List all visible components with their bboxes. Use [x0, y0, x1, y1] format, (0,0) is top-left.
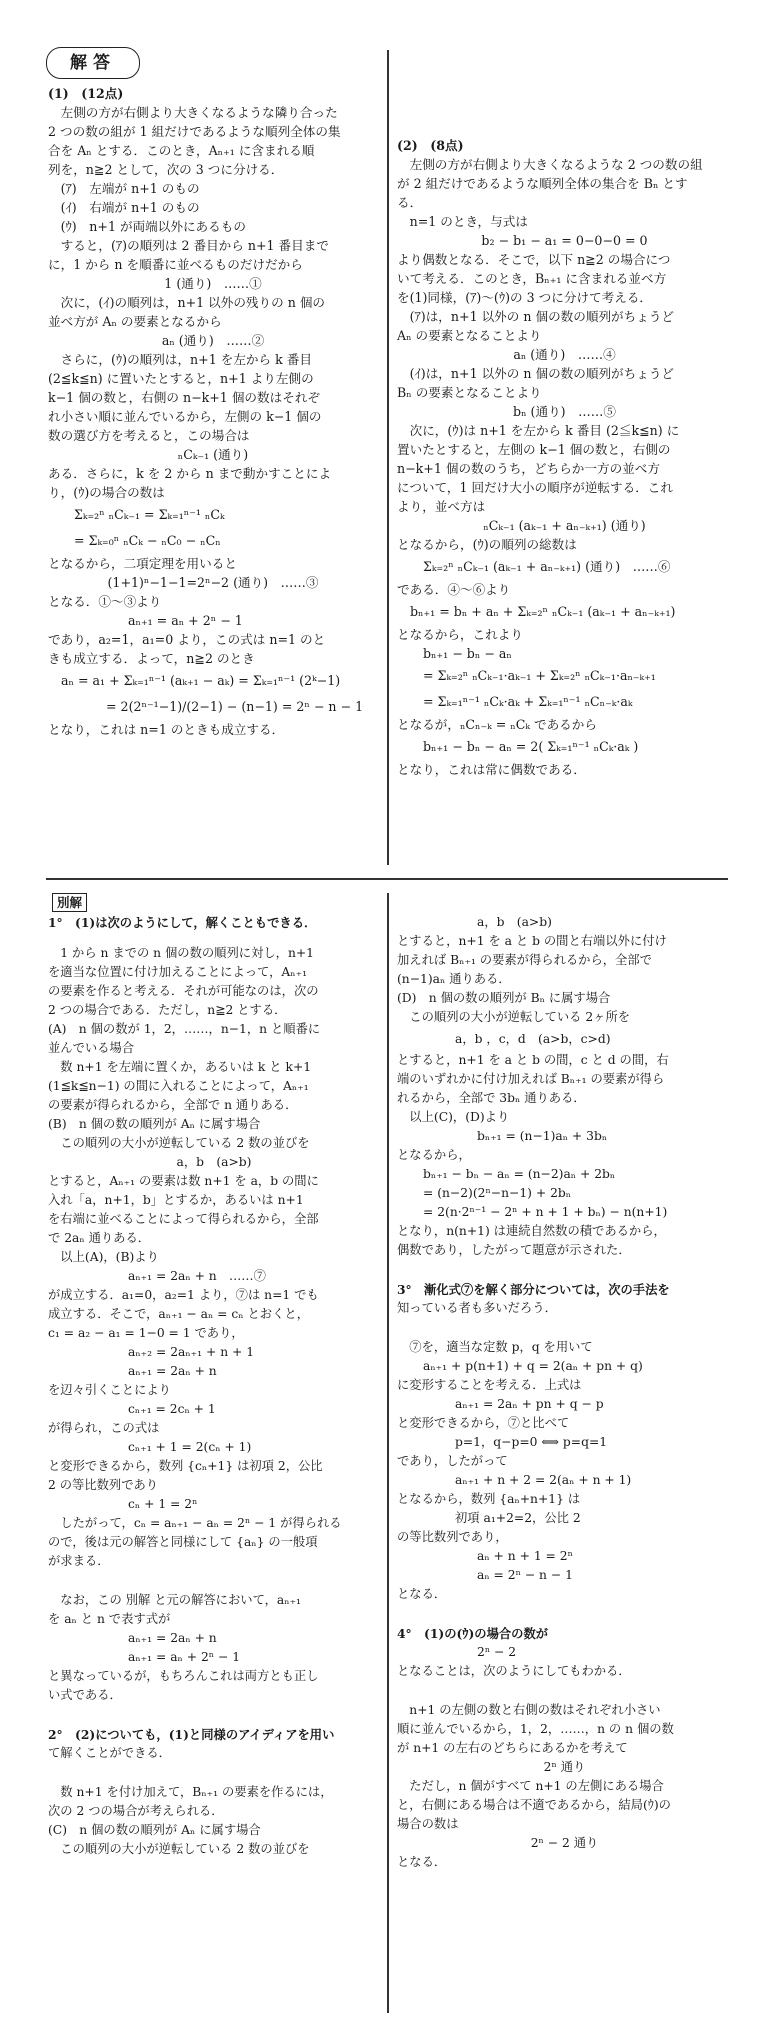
text-line: い式である． [48, 1688, 122, 1702]
text-line: (ｱ)は，n+1 以外の n 個の数の順列がちょうど [397, 309, 675, 324]
text-line: 入れ「a，n+1，b」とするか，あるいは n+1 [48, 1193, 304, 1207]
text-line: の要素が得られるから，全部で n 通りある． [48, 1098, 298, 1112]
formula-line: aₙ₊₁ = aₙ + 2ⁿ − 1 [128, 613, 243, 628]
text-line: 成立する．そこで，aₙ₊₁ − aₙ = cₙ とおくと， [48, 1307, 309, 1321]
text-line: 場合の数は [397, 1817, 459, 1831]
text-line: ⑦を，適当な定数 p，q を用いて [397, 1340, 593, 1354]
text-line: きも成立する．よって，n≧2 のとき [48, 651, 255, 666]
formula-line: aₙ₊₁ = aₙ + 2ⁿ − 1 [128, 1650, 241, 1664]
text-line: 偶数であり，したがって題意が示された． [397, 1243, 631, 1257]
spacer [48, 1705, 380, 1725]
spacer [397, 1604, 732, 1624]
text-line: て解くことができる． [48, 1746, 171, 1760]
text-line: (ｲ) 右端が n+1 のもの [48, 200, 200, 215]
text-line: となることは，次のようにしてもわかる． [397, 1664, 631, 1678]
text-line: に変形することを考える．上式は [397, 1378, 582, 1392]
formula-line: 2ⁿ 通り [543, 1760, 586, 1774]
text-line: であり，a₂=1，a₁=0 より，この式は n=1 のと [48, 632, 326, 647]
formula-line: bₙ₊₁ = (n−1)aₙ + 3bₙ [477, 1129, 608, 1143]
text-line: k−1 個の数と，右側の n−k+1 個の数はそれぞ [48, 390, 320, 405]
text-line: (ｳ) n+1 が両端以外にあるもの [48, 219, 246, 234]
text-line: ので，後は元の解答と同様にして {aₙ} の一般項 [48, 1535, 318, 1549]
text-line: が n+1 の左右のどちらにあるかを考えて [397, 1741, 628, 1755]
section-2-heading: 2° (2)についても，(1)と同様のアイディアを用い [48, 1727, 335, 1742]
text-line: に，1 から n を順番に並べるものだけだから [48, 257, 303, 272]
text-line: と，右側にある場合は不適であるから，結局(ｳ)の [397, 1798, 671, 1812]
text-line: 次に，(ｲ)の順列は，n+1 以外の残りの n 個の [48, 295, 326, 310]
formula-line: (1+1)ⁿ−1−1=2ⁿ−2 (通り) ……③ [107, 575, 319, 590]
formula-line: = 2(2ⁿ⁻¹−1)/(2−1) − (n−1) = 2ⁿ − n − 1 [106, 699, 364, 714]
text-line: したがって，cₙ = aₙ₊₁ − aₙ = 2ⁿ − 1 が得られる [48, 1516, 342, 1530]
text-line: となる． [397, 1855, 447, 1869]
formula-line: aₙ₊₁ + n + 2 = 2(aₙ + n + 1) [455, 1473, 632, 1487]
bottom-left-column [48, 913, 380, 1859]
text-line: 置いたとすると，左側の k−1 個の数と，右側の [397, 442, 671, 457]
text-line: と変形できるから，数列 {cₙ+1} は初項 2，公比 [48, 1459, 323, 1473]
formula-line: cₙ₊₁ + 1 = 2(cₙ + 1) [128, 1440, 252, 1454]
text-line: 加えれば Bₙ₊₁ の要素が得られるから，全部で [397, 953, 652, 967]
formula-line: 2ⁿ − 2 [477, 1645, 517, 1659]
text-line: 並べ方が Aₙ の要素となるから [48, 314, 222, 329]
formula-line: aₙ + n + 1 = 2ⁿ [477, 1549, 573, 1563]
text-line: が得られ，この式は [48, 1421, 160, 1435]
formula-line: a，b (a>b) [176, 1155, 252, 1169]
text-line: となるから， [397, 1148, 471, 1162]
text-line: とすると，Aₙ₊₁ の要素は数 n+1 を a，b の間に [48, 1174, 319, 1188]
text-line: (1≦k≦n−1) の間に入れることによって，Aₙ₊₁ [48, 1079, 309, 1093]
text-line: ただし，n 個がすべて n+1 の左側にある場合 [397, 1779, 664, 1793]
formula-line: 1 (通り) ……① [164, 276, 262, 291]
text-line: とすると，n+1 を a と b の間，c と d の間，右 [397, 1053, 669, 1067]
text-line: 知っている者も多いだろう． [397, 1301, 557, 1315]
formula-line: bₙ (通り) ……⑤ [513, 404, 616, 419]
formula-line: bₙ₊₁ − bₙ − aₙ = 2( Σₖ₌₁ⁿ⁻¹ ₙCₖ·aₖ ) [423, 739, 639, 754]
text-line: 2 つの場合である．ただし，n≧2 とする． [48, 1003, 287, 1017]
text-line: が 2 組だけであるような順列全体の集合を Bₙ とす [397, 176, 688, 191]
text-line: 次の 2 つの場合が考えられる． [48, 1804, 224, 1818]
text-line: を適当な位置に付け加えることによって，Aₙ₊₁ [48, 965, 308, 979]
top-right-column [397, 136, 732, 779]
text-line: となるから，(ｳ)の順列の総数は [397, 537, 577, 552]
text-line: れ小さい順に並んでいるから，左側の k−1 個の [48, 409, 322, 424]
text-line: 以上(C)，(D)より [397, 1110, 510, 1124]
text-line: この順列の大小が逆転している 2 数の並びを [48, 1136, 310, 1150]
formula-line: aₙ₊₂ = 2aₙ₊₁ + n + 1 [128, 1345, 255, 1359]
formula-line: aₙ₊₁ = 2aₙ + n [128, 1364, 217, 1378]
alt-solution-label: 別解 [52, 893, 87, 912]
bottom-column-divider [387, 893, 389, 2013]
formula-line: cₙ + 1 = 2ⁿ [128, 1497, 198, 1511]
text-line: を(1)同様，(ｱ)〜(ｳ)の 3 つに分けて考える． [397, 290, 653, 305]
text-line: を右端に並べることによって得られるから，全部 [48, 1212, 319, 1226]
text-line: となるが，ₙCₙ₋ₖ = ₙCₖ であるから [397, 717, 597, 732]
formula-line: cₙ₊₁ = 2cₙ + 1 [128, 1402, 216, 1416]
spacer [48, 1763, 380, 1783]
formula-line: = (n−2)(2ⁿ−n−1) + 2bₙ [423, 1186, 572, 1200]
text-line: 数 n+1 を付け加えて，Bₙ₊₁ の要素を作るには， [48, 1785, 333, 1799]
text-line: 端のいずれかに付け加えれば Bₙ₊₁ の要素が得ら [397, 1072, 665, 1086]
text-line: 列を，n≧2 として，次の 3 つに分ける． [48, 162, 284, 177]
text-line: と異なっているが，もちろんこれは両方とも正し [48, 1669, 319, 1683]
section-3-heading: 3° 漸化式⑦を解く部分については，次の手法を [397, 1282, 670, 1297]
text-line: である．④〜⑥より [397, 582, 511, 597]
text-line: が成立する．a₁=0，a₂=1 より，⑦は n=1 でも [48, 1288, 319, 1302]
answer-badge: 解答 [46, 47, 140, 79]
formula-line: Σₖ₌₂ⁿ ₙCₖ₋₁ (aₖ₋₁ + aₙ₋ₖ₊₁) (通り) ……⑥ [423, 559, 671, 574]
formula-line: aₙ (通り) ……② [161, 333, 265, 348]
section-4-heading: 4° (1)の(ｳ)の場合の数が [397, 1626, 549, 1641]
text-line: で 2aₙ 通りある． [48, 1231, 151, 1245]
formula-line: = 2(n·2ⁿ⁻¹ − 2ⁿ + n + 1 + bₙ) − n(n+1) [423, 1205, 668, 1219]
text-line: 左側の方が右側より大きくなるような隣り合った [48, 105, 338, 120]
text-line: れるから，全部で 3bₙ 通りある． [397, 1091, 586, 1105]
text-line: 合を Aₙ とする．このとき，Aₙ₊₁ に含まれる順 [48, 143, 315, 158]
text-line: が求まる． [48, 1554, 110, 1568]
bottom-right-column [397, 913, 732, 1872]
text-line: となるから，二項定理を用いると [48, 556, 237, 571]
formula-line: aₙ (通り) ……④ [513, 347, 616, 362]
text-line: と変形できるから，⑦と比べて [397, 1416, 570, 1430]
text-line: この順列の大小が逆転している 2ヶ所を [397, 1010, 631, 1024]
text-line: (C) n 個の数の順列が Aₙ に属す場合 [48, 1823, 261, 1837]
formula-line: = Σₖ₌₁ⁿ⁻¹ ₙCₖ·aₖ + Σₖ₌₁ⁿ⁻¹ ₙCₙ₋ₖ·aₖ [423, 694, 633, 709]
text-line: 2 の等比数列であり [48, 1478, 159, 1492]
spacer [48, 932, 380, 944]
text-line: (D) n 個の数の順列が Bₙ に属す場合 [397, 991, 611, 1005]
formula-line: b₂ − b₁ − a₁ = 0−0−0 = 0 [481, 233, 648, 248]
spacer [397, 1260, 732, 1280]
text-line: Bₙ の要素となることより [397, 385, 542, 400]
formula-line: ₙCₖ₋₁ (通り) [177, 447, 249, 462]
part1-heading: (1) (12点) [48, 86, 124, 101]
spacer [48, 1571, 380, 1591]
text-line: すると，(ｱ)の順列は 2 番目から n+1 番目まで [48, 238, 329, 253]
section-1-heading: 1° (1)は次のようにして，解くこともできる． [48, 915, 317, 930]
formula-line: p=1，q−p=0 ⟺ p=q=1 [455, 1435, 608, 1449]
text-line: となる． [397, 1587, 447, 1601]
text-line: 1 から n までの n 個の数の順列に対し，n+1 [48, 946, 315, 960]
formula-line: aₙ₊₁ = 2aₙ + n [128, 1631, 217, 1645]
text-line: (ｲ)は，n+1 以外の n 個の数の順列がちょうど [397, 366, 675, 381]
text-line: (B) n 個の数の順列が Aₙ に属す場合 [48, 1117, 261, 1131]
text-line: なお，この 別解 と元の解答において，aₙ₊₁ [48, 1593, 301, 1607]
formula-line: aₙ = a₁ + Σₖ₌₁ⁿ⁻¹ (aₖ₊₁ − aₖ) = Σₖ₌₁ⁿ⁻¹ (2ᵏ−1) [61, 673, 341, 688]
text-line: る． [397, 195, 423, 210]
formula-line: bₙ₊₁ − bₙ − aₙ [423, 646, 512, 661]
formula-line: bₙ₊₁ − bₙ − aₙ = (n−2)aₙ + 2bₙ [423, 1167, 616, 1181]
top-left-column [48, 84, 378, 739]
text-line: となり，n(n+1) は連続自然数の積であるから， [397, 1224, 666, 1238]
text-line: 並んでいる場合 [48, 1041, 135, 1055]
formula-line: a，b (a>b) [477, 915, 552, 929]
text-line: (A) n 個の数が 1，2，……，n−1，n と順番に [48, 1022, 321, 1036]
text-line: 数の選び方を考えると，この場合は [48, 428, 250, 443]
text-line: c₁ = a₂ − a₁ = 1−0 = 1 であり， [48, 1326, 244, 1340]
text-line: より，並べ方は [397, 499, 486, 514]
text-line: さらに，(ｳ)の順列は，n+1 を左から k 番目 [48, 352, 312, 367]
text-line: り，(ｳ)の場合の数は [48, 485, 165, 500]
text-line: 数 n+1 を左端に置くか，あるいは k と k+1 [48, 1060, 312, 1074]
text-line: 2 つの数の組が 1 組だけであるような順列全体の集 [48, 124, 341, 139]
text-line: Aₙ の要素となることより [397, 328, 542, 343]
formula-line: = Σₖ₌₀ⁿ ₙCₖ − ₙC₀ − ₙCₙ [74, 533, 221, 548]
text-line: n−k+1 個の数のうち，どちらか一方の並べ方 [397, 461, 660, 476]
formula-line: 初項 a₁+2=2，公比 2 [455, 1511, 581, 1525]
formula-line: aₙ₊₁ + p(n+1) + q = 2(aₙ + pn + q) [423, 1359, 643, 1373]
text-line: を辺々引くことにより [48, 1383, 171, 1397]
text-line: n=1 のとき，与式は [397, 214, 528, 229]
text-line: この順列の大小が逆転している 2 数の並びを [48, 1842, 310, 1856]
text-line: を aₙ と n で表す式が [48, 1612, 171, 1626]
text-line: 順に並んでいるから，1，2，……，n の n 個の数 [397, 1722, 674, 1736]
text-line: (n−1)aₙ 通りある． [397, 972, 511, 986]
text-line: であり，したがって [397, 1454, 508, 1468]
formula-line: ₙCₖ₋₁ (aₖ₋₁ + aₙ₋ₖ₊₁) (通り) [483, 518, 646, 533]
formula-line: Σₖ₌₂ⁿ ₙCₖ₋₁ = Σₖ₌₁ⁿ⁻¹ ₙCₖ [74, 507, 225, 522]
text-line: 次に，(ｳ)は n+1 を左から k 番目 (2≦k≦n) に [397, 423, 680, 438]
text-line: (ｱ) 左端が n+1 のもの [48, 181, 200, 196]
text-line: となるから，数列 {aₙ+n+1} は [397, 1492, 581, 1506]
text-line: いて考える．このとき，Bₙ₊₁ に含まれる並べ方 [397, 271, 667, 286]
text-line: ある．さらに，k を 2 から n まで動かすことによ [48, 466, 332, 481]
text-line: となり，これは常に偶数である． [397, 762, 586, 777]
text-line: 以上(A)，(B)より [48, 1250, 159, 1264]
text-line: の要素を作ると考える．それが可能なのは，次の [48, 984, 319, 998]
formula-line: = Σₖ₌₂ⁿ ₙCₖ₋₁·aₖ₋₁ + Σₖ₌₂ⁿ ₙCₖ₋₁·aₙ₋ₖ₊₁ [423, 668, 656, 683]
text-line: より偶数となる．そこで，以下 n≧2 の場合につ [397, 252, 671, 267]
formula-line: a，b ，c，d (a>b，c>d) [455, 1032, 611, 1046]
text-line: n+1 の左側の数と右側の数はそれぞれ小さい [397, 1703, 661, 1717]
top-column-divider [387, 50, 389, 865]
text-line: 左側の方が右側より大きくなるような 2 つの数の組 [397, 157, 703, 172]
text-line: の等比数列であり， [397, 1530, 508, 1544]
section-divider [46, 878, 728, 880]
formula-line: aₙ₊₁ = 2aₙ + n ……⑦ [128, 1269, 266, 1283]
text-line: となり，これは n=1 のときも成立する． [48, 722, 285, 737]
text-line: (2≦k≦n) に置いたとすると，n+1 より左側の [48, 371, 314, 386]
text-line: について，1 回だけ大小の順序が逆転する．これ [397, 480, 673, 495]
formula-line: 2ⁿ − 2 通り [530, 1836, 599, 1850]
formula-line: aₙ₊₁ = 2aₙ + pn + q − p [455, 1397, 604, 1411]
part2-heading: (2) (8点) [397, 138, 464, 153]
formula-line: aₙ = 2ⁿ − n − 1 [477, 1568, 573, 1582]
spacer [397, 1681, 732, 1701]
spacer [397, 1318, 732, 1338]
text-line: となるから，これより [397, 627, 523, 642]
text-line: とすると，n+1 を a と b の間と右端以外に付け [397, 934, 667, 948]
formula-line: bₙ₊₁ = bₙ + aₙ + Σₖ₌₂ⁿ ₙCₖ₋₁ (aₖ₋₁ + aₙ₋ₖ₊₁) [410, 604, 676, 619]
text-line: となる．①〜③より [48, 594, 162, 609]
